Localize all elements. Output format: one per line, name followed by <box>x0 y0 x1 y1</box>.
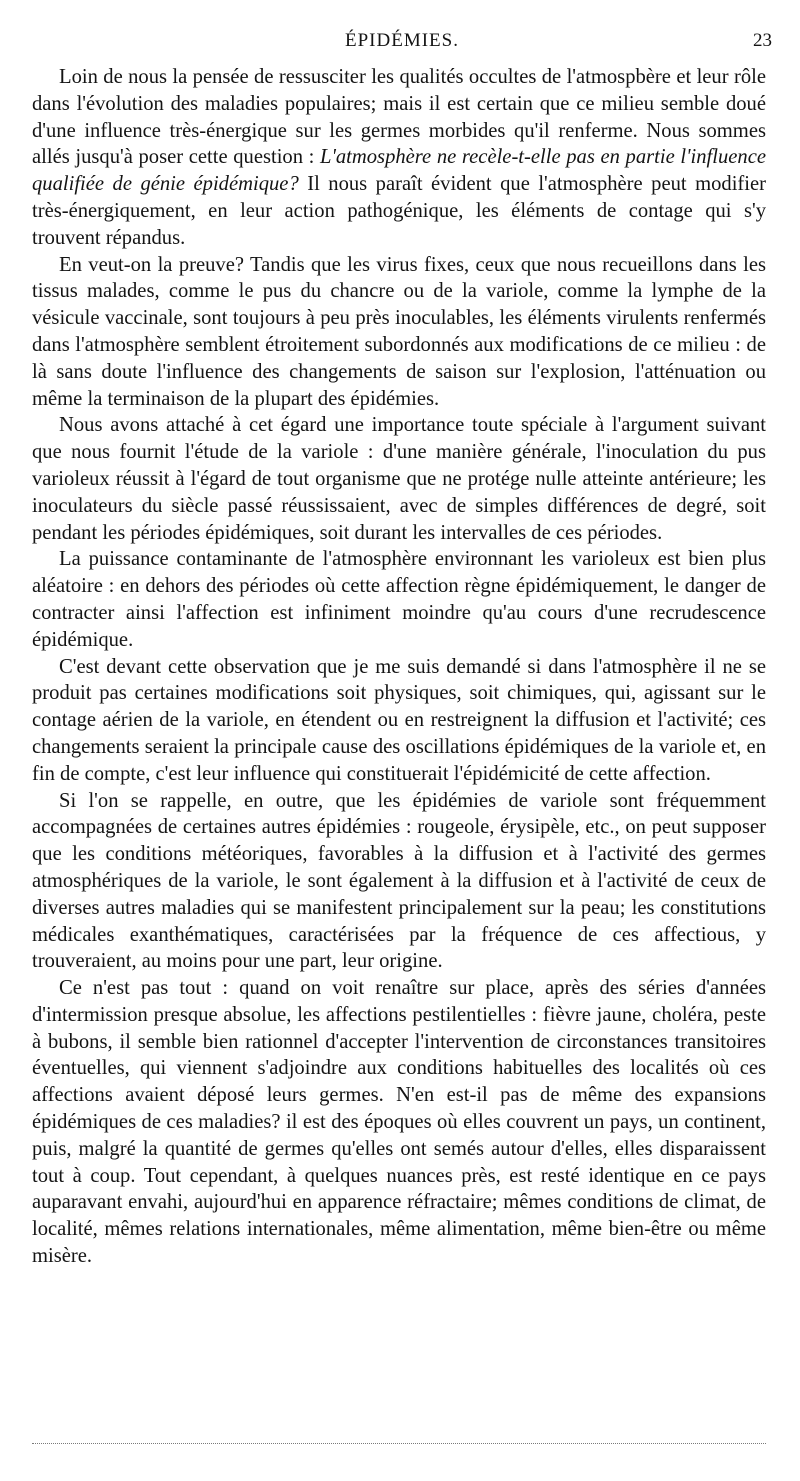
paragraph-1-text-after: Il nous paraît évident que l'atmosphère peut modifier très-énergiquement, en leur action pathogénique, les éléments de contage qui s'y trouvent répandus. <box>32 173 766 249</box>
body-text <box>32 64 766 1270</box>
running-head <box>32 30 772 56</box>
paragraph-1-text-before: Loin de nous la pensée de ressusciter les qualités occultes de l'atmospbère et leur rôle dans l'évolution des maladies populaires; mais il est certain que ce milieu semble doué d'une influence très-énergique sur les germes morbides qu'il renferme. Nous sommes allés jusqu'à poser cette question : <box>32 66 766 169</box>
paragraph-7: Ce n'est pas tout : quand on voit renaître sur place, après des séries d'années d'intermission presque absolue, les affections pestilentielles : fièvre jaune, choléra, peste à bubons, il semble bien rationnel d'accepter l'intervention de circonstances transitoires éventuelles, qui viennent s'adjoindre aux conditions habituelles des localités où ces affections avaient déposé leurs germes. N'en est-il pas de même des expansions épidémiques de ces maladies? il est des époques où elles couvrent un pays, un continent, puis, malgré la quantité de germes qu'elles ont semés autour d'elles, elles disparaissent tout à coup. Tout cependant, à quelques nuances près, est resté identique en ce pays auparavant envahi, aujourd'hui en apparence réfractaire; mêmes conditions de climat, de localité, mêmes relations internationales, même alimentation, même bien-être ou même misère. <box>32 977 766 1268</box>
paragraph-1-italic-question: L'atmosphère ne recèle-t-elle pas en partie l'influence qualifiée de génie épidémique? <box>32 146 766 196</box>
running-title: ÉPIDÉMIES. <box>345 30 459 51</box>
paragraph-3: Nous avons attaché à cet égard une importance toute spéciale à l'argument suivant que nous fournit l'étude de la variole : d'une manière générale, l'inoculation du pus varioleux réussit à l'égard de tout organisme que ne protége nulle atteinte antérieure; les inoculateurs du siècle passé réussissaient, avec de simples différences de degré, soit pendant les périodes épidémiques, soit durant les intervalles de ces périodes. <box>32 414 766 544</box>
footer-dotted-rule <box>32 1443 766 1444</box>
paragraph-6: Si l'on se rappelle, en outre, que les épidémies de variole sont fréquemment accompagnées de certaines autres épidémies : rougeole, érysipèle, etc., on peut supposer que les conditions météoriques, favorables à la diffusion et à l'activité des germes atmosphériques de la variole, le sont également à la diffusion et à l'activité de ceux de diverses autres maladies qui se manifestent principalement sur la peau; les constitutions médicales exanthématiques, caractérisées par la fréquence de ces affectious, y trouveraient, au moins pour une part, leur origine. <box>32 789 766 973</box>
paragraph-2: En veut-on la preuve? Tandis que les virus fixes, ceux que nous recueillons dans les tissus malades, comme le pus du chancre ou de la variole, comme la lymphe de la vésicule vaccinale, sont toujours à peu près inoculables, les éléments virulents renfermés dans l'atmosphère semblent étroitement subordonnés aux modifications de ce milieu : de là sans doute l'influence des changements de saison sur l'explosion, l'atténuation ou même la terminaison de la plupart des épidémies. <box>32 253 766 410</box>
paragraph-4: La puissance contaminante de l'atmosphère environnant les varioleux est bien plus aléatoire : en dehors des périodes où cette affection règne épidémiquement, le danger de contracter ainsi l'affection est infiniment moindre qu'au cours d'une recrudescence épidémique. <box>32 548 766 651</box>
page-number: 23 <box>753 30 772 51</box>
paragraph-1 <box>32 64 766 252</box>
paragraph-5: C'est devant cette observation que je me suis demandé si dans l'atmosphère il ne se produit pas certaines modifications soit physiques, soit chimiques, qui, agissant sur le contage aérien de la variole, en étendent ou en restreignent la diffusion et l'activité; ces changements seraient la principale cause des oscillations épidémiques de la variole et, en fin de compte, c'est leur influence qui constituerait l'épidémicité de cette affection. <box>32 655 766 785</box>
